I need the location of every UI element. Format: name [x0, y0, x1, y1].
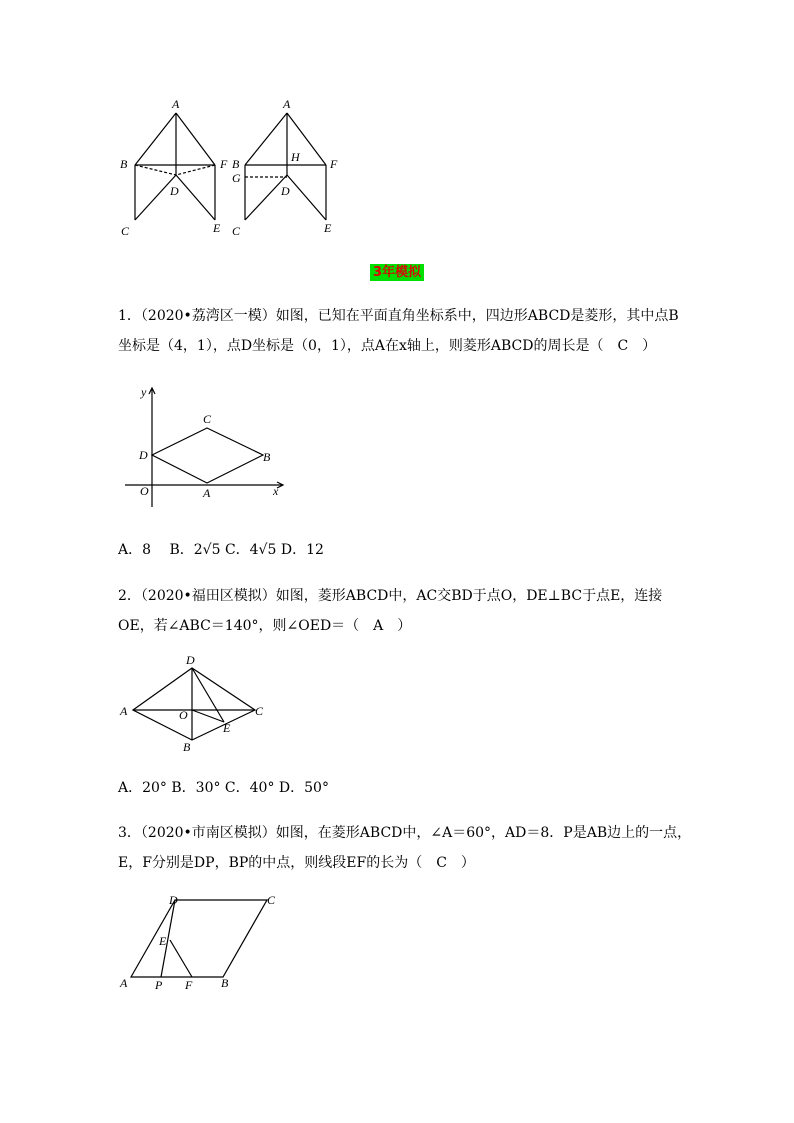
label-A: A: [172, 97, 180, 111]
label-P: P: [155, 978, 163, 992]
label-E: E: [213, 221, 221, 235]
label-C: C: [203, 412, 212, 426]
q2-figure: [115, 652, 275, 754]
label-H: H: [291, 150, 300, 164]
label-O: O: [179, 708, 188, 722]
axis-y-label: y: [141, 385, 147, 399]
left-diagram: [120, 97, 228, 238]
label-A: A: [203, 486, 211, 500]
label-F: F: [330, 157, 338, 171]
label-B: B: [232, 157, 240, 171]
label-G: G: [232, 171, 241, 185]
label-E: E: [159, 934, 167, 948]
axis-x-label: x: [273, 484, 279, 498]
label-A: A: [120, 976, 128, 990]
label-B: B: [120, 157, 128, 171]
label-B: B: [263, 450, 271, 464]
label-C: C: [255, 704, 264, 718]
section-heading-wrap: [0, 261, 794, 280]
label-D: D: [139, 448, 148, 462]
label-E: E: [324, 221, 332, 235]
q3-line2: E，F分别是DP，BP的中点，则线段EF的长为（ C ）: [118, 855, 475, 871]
q3-line1: 3．（2020•市南区模拟）如图，在菱形ABCD中，∠A＝60°，AD＝8．P是AB边上的一点，: [118, 825, 692, 841]
label-B: B: [183, 740, 191, 754]
label-D: D: [281, 184, 290, 198]
q2-options: A．20° B．30° C．40° D．50°: [118, 780, 329, 796]
label-A: A: [120, 704, 128, 718]
q1-line1: 1．（2020•荔湾区一模）如图，已知在平面直角坐标系中，四边形ABCD是菱形，其中点B: [118, 308, 679, 324]
label-C: C: [267, 893, 276, 907]
q2-line2: OE，若∠ABC＝140°，则∠OED＝（ A ）: [118, 618, 412, 634]
label-D: D: [186, 653, 195, 667]
right-diagram: [232, 97, 338, 238]
q1-options: A．8 B．2√5 C．4√5 D．12: [118, 542, 324, 558]
label-F: F: [220, 157, 228, 171]
label-C: C: [121, 224, 130, 238]
label-A: A: [283, 97, 291, 111]
q1-figure: [115, 383, 295, 508]
label-C: C: [232, 224, 241, 238]
label-B: B: [221, 976, 229, 990]
top-figure: [110, 95, 360, 240]
q3-figure: [115, 890, 290, 995]
q2-line1: 2．（2020•福田区模拟）如图，菱形ABCD中，AC交BD于点O，DE⊥BC于点E，连接: [118, 588, 663, 604]
label-D: D: [170, 184, 179, 198]
q1-line2: 坐标是（4，1），点D坐标是（0，1），点A在x轴上，则菱形ABCD的周长是（ C ）: [118, 338, 657, 354]
label-D: D: [169, 893, 178, 907]
label-F: F: [185, 978, 193, 992]
label-E: E: [223, 721, 231, 735]
section-title: 3年模拟: [370, 264, 424, 281]
origin-label: O: [140, 484, 149, 498]
